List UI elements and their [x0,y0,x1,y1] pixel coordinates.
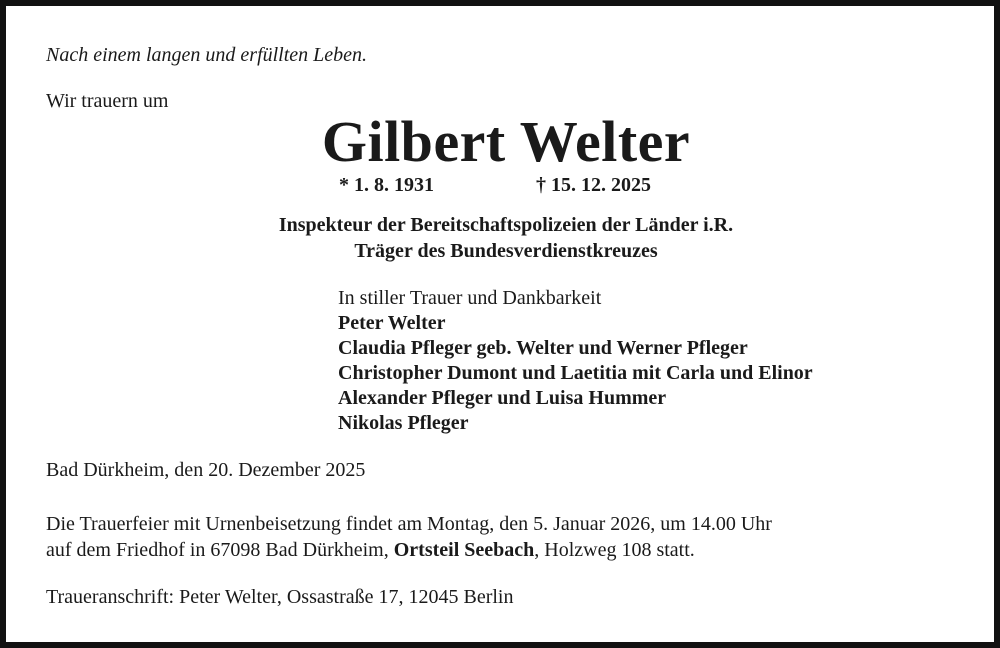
place-date: Bad Dürkheim, den 20. Dezember 2025 [46,459,366,481]
ceremony-district: Ortsteil Seebach [393,539,535,561]
deceased-name: Gilbert Welter [321,109,691,174]
mourners-block [338,286,813,436]
ceremony-line [46,537,772,563]
honor-titles [6,212,1000,264]
birth-date: * 1. 8. 1931 [339,174,434,196]
ceremony-line: Die Trauerfeier mit Urnenbeisetzung findet am Montag, den 5. Januar 2026, um 14.00 Uhr [46,513,772,535]
motto-text: Nach einem langen und erfüllten Leben. [46,44,368,66]
mourner-name: Christopher Dumont und Laetitia mit Carla und Elinor [338,362,813,384]
mourner-name: Nikolas Pfleger [338,412,469,434]
mourner-name: Alexander Pfleger und Luisa Hummer [338,387,667,409]
death-date: † 15. 12. 2025 [536,174,651,196]
mourners-lead: In stiller Trauer und Dankbarkeit [338,287,602,309]
ceremony-info [46,511,772,563]
ceremony-street: , Holzweg 108 statt. [534,539,695,561]
mourner-name: Peter Welter [338,312,446,334]
ceremony-location: auf dem Friedhof in 67098 Bad Dürkheim, [46,539,394,561]
mourner-name: Claudia Pfleger geb. Welter und Werner Pfleger [338,337,748,359]
intro-text: Wir trauern um [46,90,169,112]
title-line: Träger des Bundesverdienstkreuzes [354,240,658,262]
title-line: Inspekteur der Bereitschaftspolizeien der Länder i.R. [278,214,734,236]
mourning-address: Traueranschrift: Peter Welter, Ossastraße 17, 12045 Berlin [46,586,514,608]
